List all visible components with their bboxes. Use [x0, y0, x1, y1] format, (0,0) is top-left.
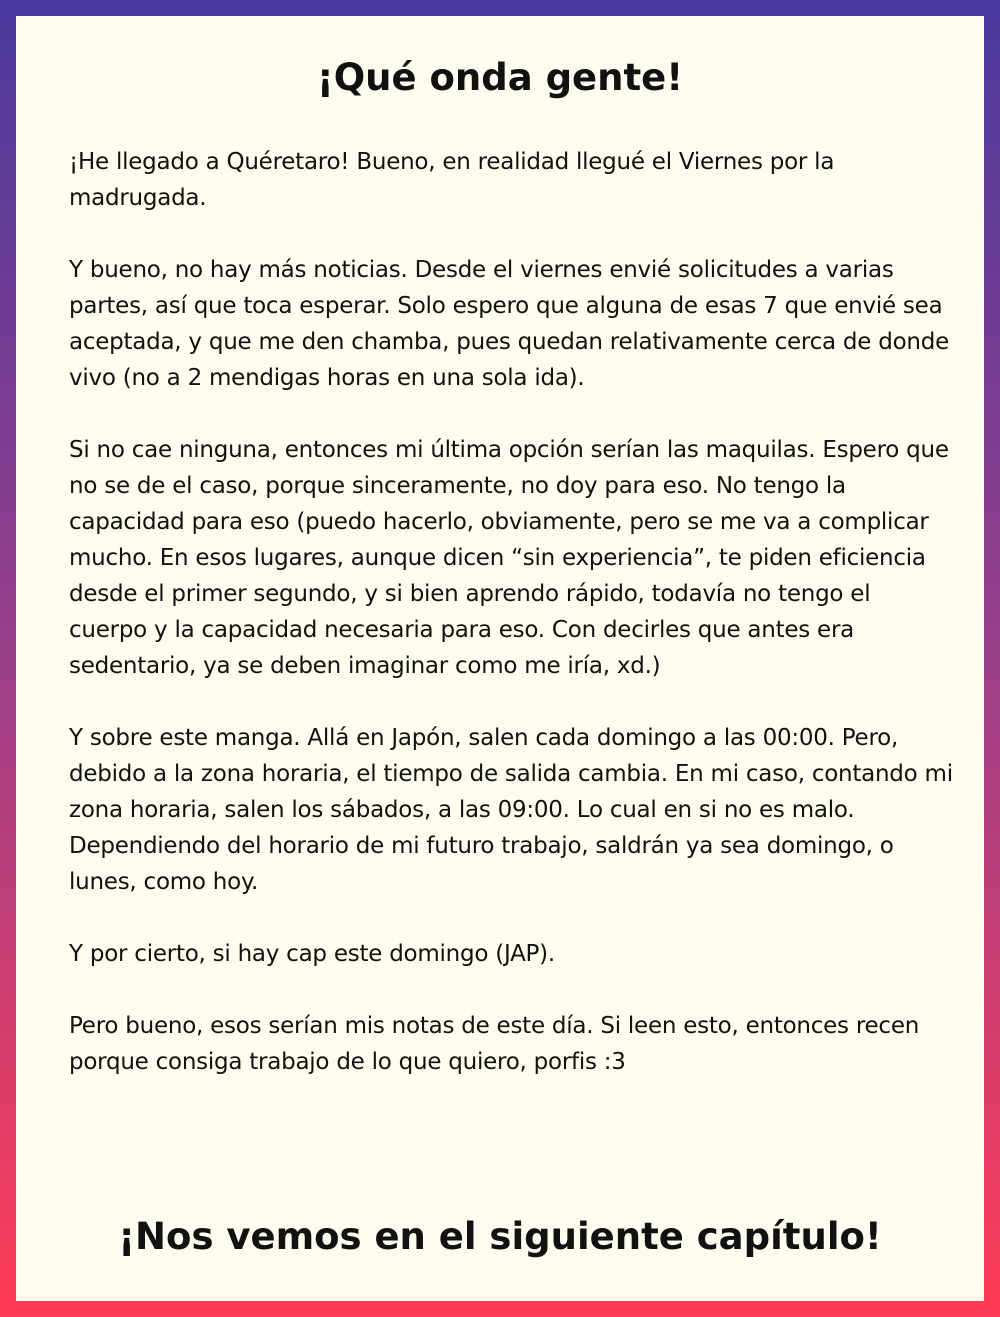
- paragraph-chapter-note: Y por cierto, si hay cap este domingo (JAP).: [69, 941, 555, 967]
- closing-line: ¡Nos vemos en el siguiente capítulo!: [118, 1215, 882, 1258]
- note-body: [69, 144, 954, 1080]
- page-title: ¡Qué onda gente!: [316, 56, 684, 99]
- paragraph-arrival: ¡He llegado a Quéretaro! Bueno, en realidad llegué el Viernes por la madrugada.: [69, 149, 835, 211]
- paragraph-schedule: Y sobre este manga. Allá en Japón, salen cada domingo a las 00:00. Pero, debido a la zona horaria, el tiempo de salida cambia. En mi caso, contando mi zona horaria, salen los sábados, a las 09:00. Lo cual en si no es malo. Dependiendo del horario de mi futuro trabajo, saldrán ya sea domingo, o lunes, como hoy.: [69, 725, 953, 895]
- paragraph-maquilas: Si no cae ninguna, entonces mi última opción serían las maquilas. Espero que no se de el caso, porque sinceramente, no doy para eso. No tengo la capacidad para eso (puedo hacerlo, obviamente, pero se me va a complicar mucho. En esos lugares, aunque dicen “sin experiencia”, te piden eficiencia desde el primer segundo, y si bien aprendo rápido, todavía no tengo el cuerpo y la capacidad necesaria para eso. Con decirles que antes era sedentario, ya se deben imaginar como me iría, xd.): [69, 437, 949, 679]
- note-card: [16, 16, 984, 1301]
- paragraph-farewell: Pero bueno, esos serían mis notas de este día. Si leen esto, entonces recen porque consiga trabajo de lo que quiero, porfis :3: [69, 1013, 920, 1075]
- paragraph-applications: Y bueno, no hay más noticias. Desde el viernes envié solicitudes a varias partes, así que toca esperar. Solo espero que alguna de esas 7 que envié sea aceptada, y que me den chamba, pues quedan relativamente cerca de donde vivo (no a 2 mendigas horas en una sola ida).: [69, 257, 949, 391]
